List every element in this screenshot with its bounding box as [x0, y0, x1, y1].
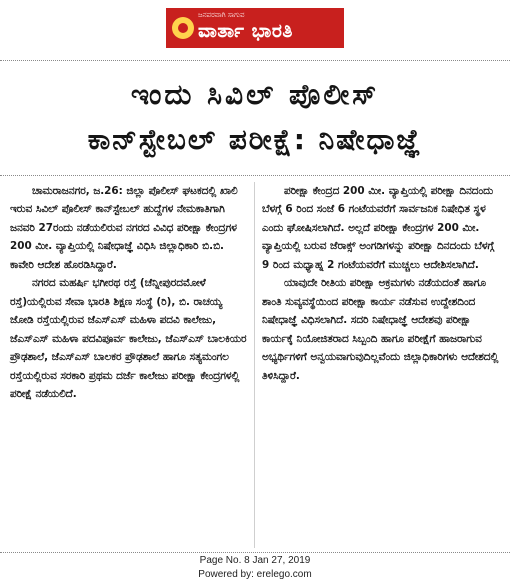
column-divider	[254, 182, 255, 548]
headline-divider	[0, 175, 510, 176]
article-paragraph: ಪರೀಕ್ಷಾ ಕೇಂದ್ರದ 200 ಮೀ. ವ್ಯಾಪ್ತಿಯಲ್ಲಿ ಪರೀಕ್ಷಾ ದಿನದಂದು ಬೆಳಗ್ಗೆ 6 ರಿಂದ ಸಂಜೆ 6 ಗಂಟೆಯವರೆಗೆ ಸಾರ್ವಜನಿಕ ನಿಷೇಧಿತ ಸ್ಥಳ ಎಂದು ಘೋಷಿಸಲಾಗಿದೆ. ಅಲ್ಲದೆ ಪರೀಕ್ಷಾ ಕೇಂದ್ರಗಳ 200 ಮೀ. ವ್ಯಾಪ್ತಿಯಲ್ಲಿ ಬರುವ ಜೆರಾಕ್ಸ್ ಅಂಗಡಿಗಳನ್ನು ಪರೀಕ್ಷಾ ದಿನದಂದು ಬೆಳಗ್ಗೆ 9 ರಿಂದ ಮಧ್ಯಾಹ್ನ 2 ಗಂಟೆಯವರೆಗೆ ಮುಚ್ಚಲು ಆದೇಶಿಸಲಾಗಿದೆ.	[262, 185, 495, 271]
masthead-tagline: ಜನಪರವಾಗಿ ಸಾಗುವ	[198, 11, 245, 19]
masthead	[166, 8, 344, 48]
article-paragraph: ಯಾವುದೇ ರೀತಿಯ ಪರೀಕ್ಷಾ ಅಕ್ರಮಗಳು ನಡೆಯದಂತೆ ಹಾಗೂ ಶಾಂತಿ ಸುವ್ಯವಸ್ಥೆಯಿಂದ ಪರೀಕ್ಷಾ ಕಾರ್ಯ ನಡೆಸುವ ಉದ್ದೇಶದಿಂದ ನಿಷೇಧಾಜ್ಞೆ ವಿಧಿಸಲಾಗಿದೆ. ಸದರಿ ನಿಷೇಧಾಜ್ಞೆ ಆದೇಶವು ಪರೀಕ್ಷಾ ಕಾರ್ಯಕ್ಕೆ ನಿಯೋಜಿತರಾದ ಸಿಬ್ಬಂದಿ ಹಾಗೂ ಪರೀಕ್ಷೆಗೆ ಹಾಜರಾಗುವ ಅಭ್ಯರ್ಥಿಗಳಿಗೆ ಅನ್ವಯವಾಗುವುದಿಲ್ಲವೆಂದು ಜಿಲ್ಲಾಧಿಕಾರಿಗಳು ಆದೇಶದಲ್ಲಿ ತಿಳಿಸಿದ್ದಾರೆ.	[262, 277, 499, 382]
page-info: Page No. 8 Jan 27, 2019	[199, 555, 311, 566]
newspaper-logo-icon	[172, 17, 194, 39]
article-paragraph: ನಗರದ ಮಹರ್ಷಿ ಭಗೀರಥ ರಸ್ತೆ (ಚೆನ್ನೀಪುರದಮೋಳೆ ರಸ್ತೆ)ಯಲ್ಲಿರುವ ಸೇವಾ ಭಾರತಿ ಶಿಕ್ಷಣ ಸಂಸ್ಥೆ (ರಿ), ಬಿ. ರಾಚಯ್ಯ ಜೋಡಿ ರಸ್ತೆಯಲ್ಲಿರುವ ಜೆಎಸ್‌ಎಸ್ ಮಹಿಳಾ ಪದವಿ ಕಾಲೇಜು, ಜೆಎಸ್‌ಎಸ್ ಮಹಿಳಾ ಪದವಿಪೂರ್ವ ಕಾಲೇಜು, ಜೆಎಸ್‌ಎಸ್ ಬಾಲಕಿಯರ ಪ್ರೌಢಶಾಲೆ, ಜೆಎಸ್‌ಎಸ್ ಬಾಲಕರ ಪ್ರೌಢಶಾಲೆ ಹಾಗೂ ಸತ್ಯಮಂಗಲ ರಸ್ತೆಯಲ್ಲಿರುವ ಸರಕಾರಿ ಪ್ರಥಮ ದರ್ಜೆ ಕಾಲೇಜು ಪರೀಕ್ಷಾ ಕೇಂದ್ರಗಳಲ್ಲಿ ಪರೀಕ್ಷೆ ನಡೆಯಲಿದೆ.	[10, 277, 247, 400]
article-column-right	[262, 182, 500, 385]
headline-line-2: ಕಾನ್‌ಸ್ಟೇಬಲ್ ಪರೀಕ್ಷೆ: ನಿಷೇಧಾಜ್ಞೆ	[87, 123, 423, 156]
clipping-border-bottom	[0, 552, 510, 553]
clipping-border-top	[0, 60, 510, 61]
headline-line-1: ಇಂದು ಸಿವಿಲ್ ಪೊಲೀಸ್	[130, 78, 380, 111]
article-paragraph: ಚಾಮರಾಜನಗರ, ಜ.26: ಜಿಲ್ಲಾ ಪೊಲೀಸ್ ಘಟಕದಲ್ಲಿ ಖಾಲಿ ಇರುವ ಸಿವಿಲ್ ಪೊಲೀಸ್ ಕಾನ್‌ಸ್ಟೇಬಲ್ ಹುದ್ದೆಗಳ ನೇಮಕಾತಿಗಾಗಿ ಜನವರಿ 27ರಂದು ನಡೆಯಲಿರುವ ನಗರದ ವಿವಿಧ ಪರೀಕ್ಷಾ ಕೇಂದ್ರಗಳ 200 ಮೀ. ವ್ಯಾಪ್ತಿಯಲ್ಲಿ ನಿಷೇಧಾಜ್ಞೆ ವಿಧಿಸಿ ಜಿಲ್ಲಾಧಿಕಾರಿ ಬಿ.ಬಿ. ಕಾವೇರಿ ಆದೇಶ ಹೊರಡಿಸಿದ್ದಾರೆ.	[10, 185, 238, 271]
masthead-name: ವಾರ್ತಾ ಭಾರತಿ	[198, 20, 293, 42]
powered-by: Powered by: erelego.com	[198, 569, 312, 580]
article-column-left	[10, 182, 248, 403]
